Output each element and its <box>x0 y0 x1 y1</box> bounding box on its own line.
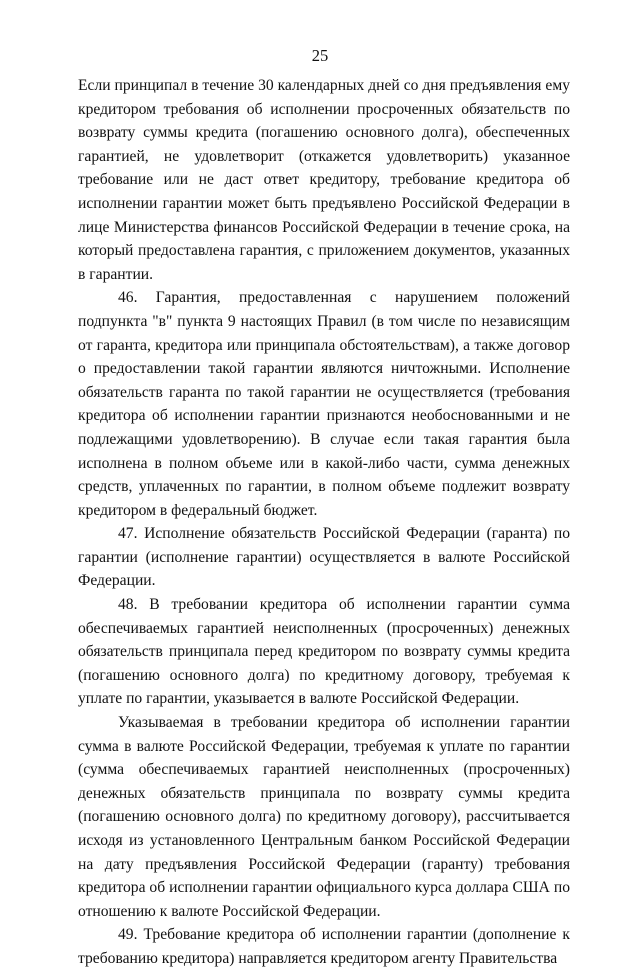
paragraph-intro: Если принципал в течение 30 календарных дней со дня предъявления ему кредитором требования об исполнении просроченных обязательств по возврату суммы кредита (погашению основного долга), обеспеченных гарантией, не удовлетворит (откажется удовлетворить) указанное требование или не даст ответ кредитору, требование кредитора об исполнении гарантии может быть предъявлено Российской Федерации в лице Министерства финансов Российской Федерации в течение срока, на который предоставлена гарантия, с приложением документов, указанных в гарантии. <box>78 77 570 283</box>
document-body <box>78 74 570 971</box>
paragraph-47: 47. Исполнение обязательств Российской Федерации (гаранта) по гарантии (исполнение гарантии) осуществляется в валюте Российской Федерации. <box>78 525 570 590</box>
paragraph-48-continuation: Указываемая в требовании кредитора об исполнении гарантии сумма в валюте Российской Федерации, требуемая к уплате по гарантии (сумма обеспечиваемых гарантией неисполненных (просроченных) денежных обязательств принципала по возврату суммы кредита (погашению основного долга) по кредитному договору), рассчитывается исходя из установленного Центральным банком Российской Федерации на дату предъявления Российской Федерации (гаранту) требования кредитора об исполнении гарантии официального курса доллара США по отношению к валюте Российской Федерации. <box>78 714 570 920</box>
page-number: 25 <box>311 46 329 65</box>
paragraph-46: 46. Гарантия, предоставленная с нарушением положений подпункта "в" пункта 9 настоящих Правил (в том числе по независящим от гаранта, кредитора или принципала обстоятельствам), а также договор о предоставлении такой гарантии являются ничтожными. Исполнение обязательств гаранта по такой гарантии не осуществляется (требования кредитора об исполнении гарантии признаются необоснованными и не подлежащими удовлетворению). В случае если такая гарантия была исполнена в полном объеме или в какой-либо части, сумма денежных средств, уплаченных по гарантии, в полном объеме подлежит возврату кредитором в федеральный бюджет. <box>78 289 570 519</box>
paragraph-48: 48. В требовании кредитора об исполнении гарантии сумма обеспечиваемых гарантией неисполненных (просроченных) денежных обязательств принципала перед кредитором по возврату суммы кредита (погашению основного долга) по кредитному договору, требуемая к уплате по гарантии, указывается в валюте Российской Федерации. <box>78 596 570 708</box>
paragraph-49: 49. Требование кредитора об исполнении гарантии (дополнение к требованию кредитора) направляется кредитором агенту Правительства <box>78 926 570 967</box>
